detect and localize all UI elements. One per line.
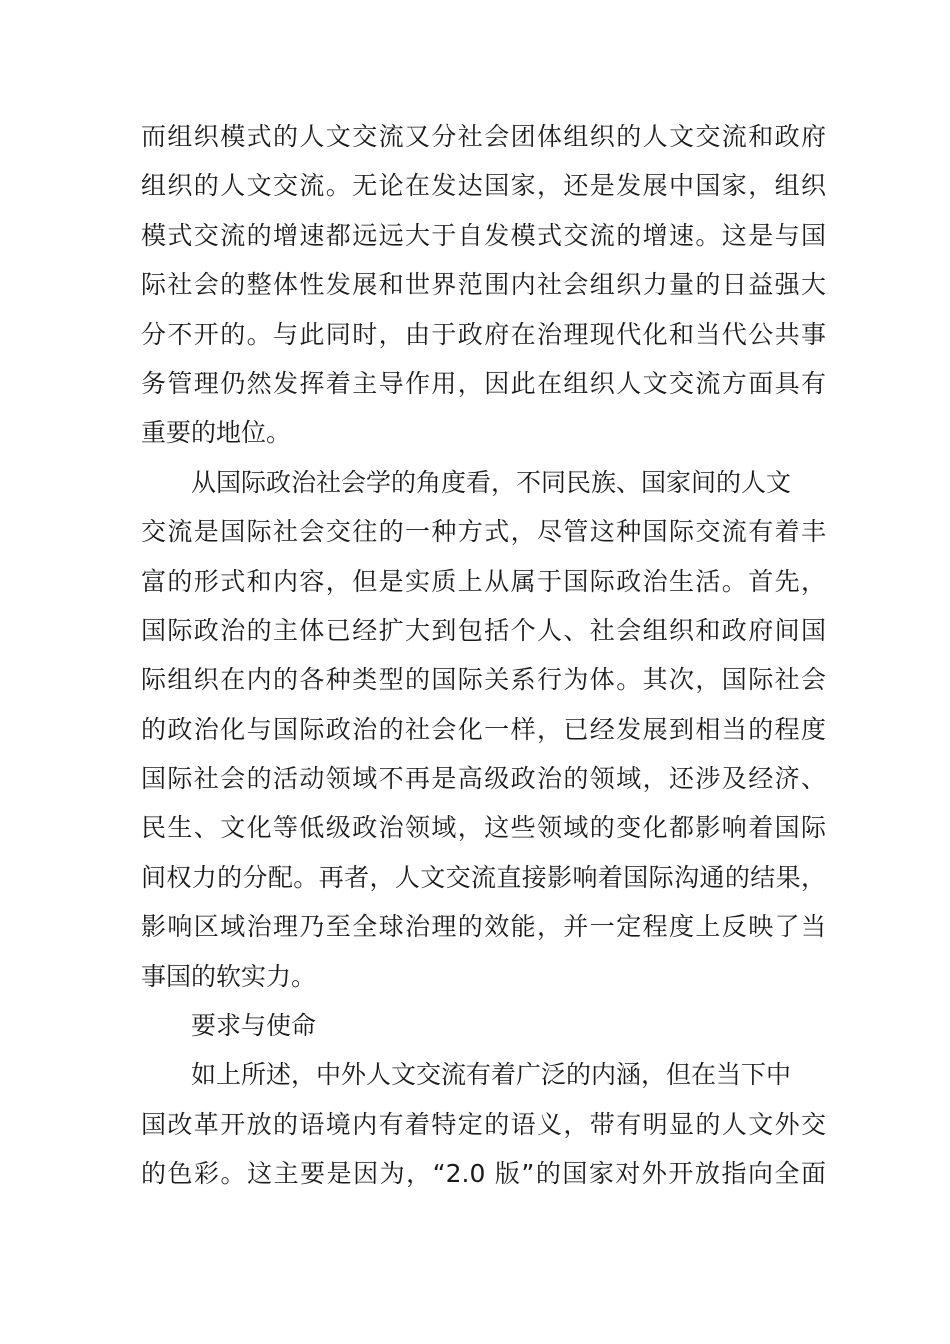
- text-line: 富的形式和内容，但是实质上从属于国际政治生活。首先，: [141, 566, 826, 596]
- text-line: 际组织在内的各种类型的国际关系行为体。其次，国际社会: [141, 665, 826, 695]
- document-body: [141, 112, 826, 1199]
- text-line: 重要的地位。: [141, 418, 292, 448]
- text-line: 事国的软实力。: [141, 961, 317, 991]
- text-line: 影响区域治理乃至全球治理的效能，并一定程度上反映了当: [141, 912, 826, 942]
- text-line: 国改革开放的语境内有着特定的语义，带有明显的人文外交: [141, 1109, 826, 1139]
- text-line: 际社会的整体性发展和世界范围内社会组织力量的日益强大: [141, 270, 826, 300]
- section-heading: [141, 1001, 826, 1050]
- paragraph: [141, 1050, 826, 1198]
- text-line: 组织的人文交流。无论在发达国家，还是发展中国家，组织: [141, 171, 826, 201]
- text-line: 的政治化与国际政治的社会化一样，已经发展到相当的程度: [141, 714, 826, 744]
- text-line: 从国际政治社会学的角度看，不同民族、国家间的人文: [191, 467, 792, 497]
- text-line: 模式交流的增速都远远大于自发模式交流的增速。这是与国: [141, 220, 826, 250]
- text-line: 国际政治的主体已经扩大到包括个人、社会组织和政府间国: [141, 615, 826, 645]
- text-line: 交流是国际社会交往的一种方式，尽管这种国际交流有着丰: [141, 517, 826, 547]
- paragraph: [141, 458, 826, 1001]
- text-line: 的色彩。这主要是因为，“2.0 版”的国家对外开放指向全面: [141, 1159, 826, 1189]
- paragraph: [141, 112, 826, 458]
- text-line: 如上所述，中外人文交流有着广泛的内涵，但在当下中: [191, 1060, 792, 1090]
- text-line: 务管理仍然发挥着主导作用，因此在组织人文交流方面具有: [141, 368, 826, 398]
- text-line: 民生、文化等低级政治领域，这些领域的变化都影响着国际: [141, 813, 826, 843]
- text-line: 分不开的。与此同时，由于政府在治理现代化和当代公共事: [141, 319, 826, 349]
- heading-text: 要求与使命: [191, 1011, 317, 1041]
- text-line: 间权力的分配。再者，人文交流直接影响着国际沟通的结果，: [141, 862, 826, 892]
- text-line: 而组织模式的人文交流又分社会团体组织的人文交流和政府: [141, 122, 826, 151]
- text-line: 国际社会的活动领域不再是高级政治的领域，还涉及经济、: [141, 764, 826, 794]
